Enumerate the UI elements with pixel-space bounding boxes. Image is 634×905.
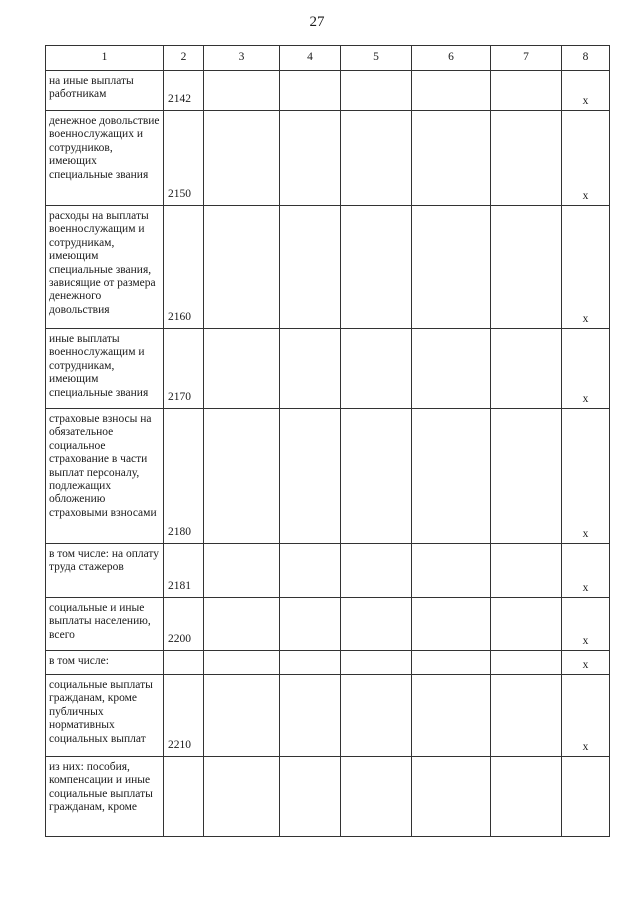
table-row bbox=[46, 206, 610, 329]
table-cell bbox=[412, 544, 491, 598]
column-header-3: 3 bbox=[204, 46, 280, 71]
table-cell bbox=[412, 598, 491, 651]
table-row bbox=[46, 544, 610, 598]
table-cell bbox=[341, 71, 412, 111]
column-header-7: 7 bbox=[491, 46, 562, 71]
table-row bbox=[46, 651, 610, 675]
table-cell bbox=[491, 71, 562, 111]
table-cell bbox=[412, 206, 491, 329]
table-cell bbox=[491, 111, 562, 206]
row-mark bbox=[562, 757, 610, 837]
table-cell bbox=[280, 544, 341, 598]
table-cell bbox=[204, 111, 280, 206]
row-code: 2160 bbox=[164, 206, 204, 329]
table-cell bbox=[491, 544, 562, 598]
row-label: в том числе: bbox=[46, 651, 164, 675]
row-code: 2170 bbox=[164, 329, 204, 409]
row-mark: x bbox=[562, 111, 610, 206]
table-cell bbox=[341, 598, 412, 651]
row-code: 2142 bbox=[164, 71, 204, 111]
table-cell bbox=[341, 651, 412, 675]
table-cell bbox=[280, 329, 341, 409]
column-header-6: 6 bbox=[412, 46, 491, 71]
table-cell bbox=[491, 409, 562, 544]
table-cell bbox=[341, 409, 412, 544]
row-label: иные выплаты военнослужащим и сотрудникам, имеющим специальные звания bbox=[46, 329, 164, 409]
row-code bbox=[164, 651, 204, 675]
table-row bbox=[46, 71, 610, 111]
table-cell bbox=[412, 111, 491, 206]
table-cell bbox=[280, 409, 341, 544]
table-cell bbox=[280, 675, 341, 757]
row-mark: x bbox=[562, 675, 610, 757]
table-row bbox=[46, 675, 610, 757]
table-cell bbox=[341, 544, 412, 598]
column-header-1: 1 bbox=[46, 46, 164, 71]
row-label: социальные и иные выплаты населению, всего bbox=[46, 598, 164, 651]
table-cell bbox=[341, 329, 412, 409]
table-cell bbox=[204, 598, 280, 651]
table-cell bbox=[204, 651, 280, 675]
row-code bbox=[164, 757, 204, 837]
table-cell bbox=[412, 71, 491, 111]
table-cell bbox=[280, 206, 341, 329]
table-cell bbox=[412, 651, 491, 675]
table-cell bbox=[491, 206, 562, 329]
table-cell bbox=[204, 71, 280, 111]
row-code: 2210 bbox=[164, 675, 204, 757]
table-header-row bbox=[46, 46, 610, 71]
table-cell bbox=[204, 757, 280, 837]
table-cell bbox=[412, 409, 491, 544]
row-code: 2180 bbox=[164, 409, 204, 544]
table-row bbox=[46, 757, 610, 837]
row-mark: x bbox=[562, 329, 610, 409]
table-cell bbox=[491, 598, 562, 651]
table-cell bbox=[412, 675, 491, 757]
row-mark: x bbox=[562, 544, 610, 598]
table-cell bbox=[491, 675, 562, 757]
column-header-5: 5 bbox=[341, 46, 412, 71]
table-cell bbox=[280, 757, 341, 837]
row-mark: x bbox=[562, 71, 610, 111]
table-cell bbox=[204, 675, 280, 757]
table-cell bbox=[204, 329, 280, 409]
report-table bbox=[45, 45, 610, 837]
table-cell bbox=[491, 651, 562, 675]
column-header-4: 4 bbox=[280, 46, 341, 71]
table-row bbox=[46, 409, 610, 544]
table-row bbox=[46, 598, 610, 651]
table-cell bbox=[204, 409, 280, 544]
row-label: в том числе: на оплату труда стажеров bbox=[46, 544, 164, 598]
row-mark: x bbox=[562, 409, 610, 544]
row-code: 2181 bbox=[164, 544, 204, 598]
table-cell bbox=[412, 329, 491, 409]
table-cell bbox=[204, 206, 280, 329]
table-cell bbox=[341, 675, 412, 757]
table-cell bbox=[280, 651, 341, 675]
row-label: страховые взносы на обязательное социальное страхование в части выплат персоналу, подлежащих обложению страховыми взносами bbox=[46, 409, 164, 544]
table-row bbox=[46, 111, 610, 206]
table-cell bbox=[341, 206, 412, 329]
table-cell bbox=[280, 598, 341, 651]
row-label: расходы на выплаты военнослужащим и сотрудникам, имеющим специальные звания, зависящие от размера денежного довольствия bbox=[46, 206, 164, 329]
row-label: денежное довольствие военнослужащих и сотрудников, имеющих специальные звания bbox=[46, 111, 164, 206]
table-cell bbox=[341, 757, 412, 837]
page-number: 27 bbox=[309, 14, 325, 30]
row-mark: x bbox=[562, 598, 610, 651]
row-mark: x bbox=[562, 651, 610, 675]
row-label: на иные выплаты работникам bbox=[46, 71, 164, 111]
row-mark: x bbox=[562, 206, 610, 329]
table-cell bbox=[280, 111, 341, 206]
table-cell bbox=[412, 757, 491, 837]
table-cell bbox=[341, 111, 412, 206]
row-label: социальные выплаты гражданам, кроме публичных нормативных социальных выплат bbox=[46, 675, 164, 757]
table-cell bbox=[280, 71, 341, 111]
row-label: из них: пособия, компенсации и иные социальные выплаты гражданам, кроме bbox=[46, 757, 164, 837]
table-row bbox=[46, 329, 610, 409]
table-cell bbox=[491, 757, 562, 837]
row-code: 2200 bbox=[164, 598, 204, 651]
table-cell bbox=[204, 544, 280, 598]
table-cell bbox=[491, 329, 562, 409]
column-header-2: 2 bbox=[164, 46, 204, 71]
column-header-8: 8 bbox=[562, 46, 610, 71]
row-code: 2150 bbox=[164, 111, 204, 206]
